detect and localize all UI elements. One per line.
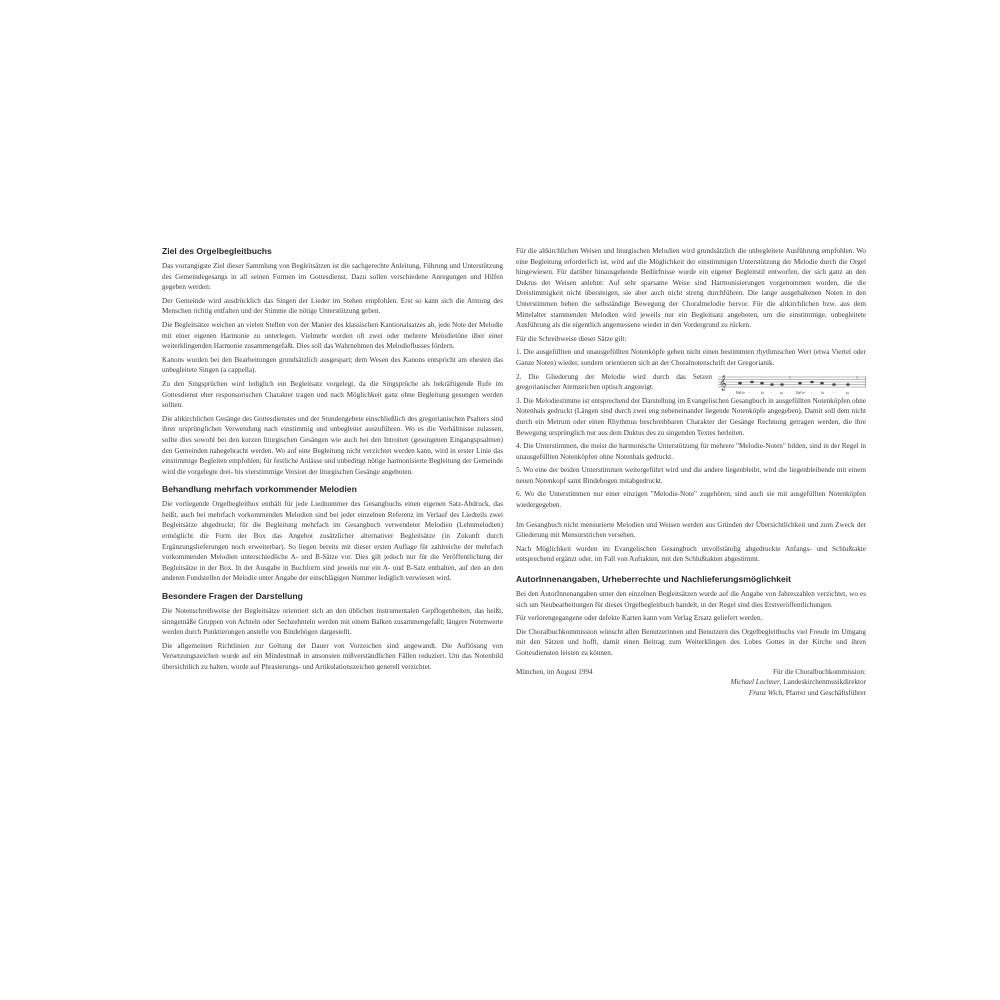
place-date: München, im August 1994 <box>516 667 593 676</box>
paragraph: Die altkirchlichen Gesänge des Gottesdienstes und der Stundengebete einschließlich des gregorianischen Psalters sind ihrer ursprünglichen Verwendung nach einstimmig und unbegleitet auszuführen. Wo es die Verhältnisse zulassen, sollte dies sowohl bei den kurzen liturgischen Gesängen wie auch bei den Introiten (gesungenen Eingangspsalmen) den Gemeinden nahegebracht werden. Wo auf eine Begleitung nicht verzichtet werden kann, wird in erster Linie das einstimmige Begleiten empfohlen; für festliche Anlässe und unbedingt nötige harmonisierte Begleitung der Gemeinde wird die vorgelegte drei- bis vierstimmige Version der liturgischen Gesänge angeboten. <box>162 414 503 476</box>
list-item: 4. Die Unterstimmen, die meist die harmonische Unterstützung für mehrere "Melodie-Noten" bilden, sind in der Regel in unausgefüllten Notenköpfen ohne Notenhals gedruckt. <box>516 442 866 461</box>
paragraph: Für verlorengegangene oder defekte Karten kann vom Verlag Ersatz geliefert werden. <box>516 614 763 623</box>
paragraph: Nach Möglichkeit wurden im Evangelischen Gesangbuch unvollständig abgedruckte Anfangs- und Schlußtakte entsprechend ergänzt oder, im Fall von Auftakten, mit den Schlußtakten abgestimmt. <box>516 544 866 564</box>
paragraph: Kanons wurden bei den Bearbeitungen grundsätzlich ausgespart; dem Wesen des Kanons entspricht am ehesten das unbegleitete Singen (a cappella). <box>162 355 503 375</box>
section-ziel <box>162 246 503 477</box>
paragraph: Im Gesangbuch nicht mensurierte Melodien und Weisen werden aus Gründen der Übersichtlichkeit und zum Zweck der Gliederung mit Mensurstrichen versehen. <box>516 520 866 540</box>
signatories <box>730 667 866 699</box>
paragraph: Die Choralbuchkommission wünscht allen Benutzerinnen und Benutzern des Orgelbegleitbuchs viel Freude im Umgang mit den Sätzen und hofft, damit einen Beitrag zum Weiterklingen des Lobes Gottes in der Kirche und ihren Gottesdiensten leisten zu können. <box>516 627 866 657</box>
right-column <box>516 246 866 698</box>
signature-block <box>516 667 866 699</box>
left-column <box>162 246 503 680</box>
signatory-2 <box>730 688 866 699</box>
paragraph: Für die Schreibweise dieser Sätze gilt: <box>516 334 627 343</box>
paragraph: Bei den AutorInnenangaben unter den einzelnen Begleitsätzen wurde auf die Angabe von Jahreszahlen verzichtet, wo es sich um Neubearbeitungen für dieses Orgelbegleitbuch handelt, in der Regel sind dies Erstveröffentlichungen. <box>516 590 866 609</box>
music-example-row <box>516 372 866 396</box>
signatory-name: Michael Lochner <box>730 678 780 687</box>
paragraph: Das vorrangigste Ziel dieser Sammlung von Begleitsätzen ist die sachgerechte Anleitung, Führung und Unterstützung des Gemeindegesangs in all seinen Formen im Gottesdienst. Dazu sollen verschiedene Anregungen und Hilfen gegeben werden: <box>162 262 503 292</box>
signatory-role: , Landeskirchenmusikdirektor <box>779 678 866 687</box>
lyric-syllable: - <box>833 390 835 395</box>
lyric-syllable: - <box>749 390 751 395</box>
lyric-syllable: lu <box>821 390 824 395</box>
paragraph: Die Begleitsätze weichen an vielen Stellen von der Manier des klassischen Kantionalsatzes ab, jede Note der Melodie mit einer eigenen Harmonie zu unterlegen. Vielmehr werden oft zwei oder mehrere Melodietöne über einer weiterklingenden Harmonie zusammengefaßt. Dies soll das Wahrnehmen des Melodieflusses fördern. <box>162 320 503 351</box>
paragraph: Zu den Singsprüchen wird lediglich ein Begleitsatz vorgelegt, da die Singsprüche als bekräftigende Rufe im Gottesdienst eher responsorischen Charakter tragen und nach Möglichkeit ganz ohne Begleitung gesungen werden sollten. <box>162 379 503 410</box>
list-item: 2. Die Gliederung der Melodie wird durch das Setzen gregorianischer Atemzeichen optisch angezeigt. <box>516 372 712 392</box>
lyric-syllable: - <box>771 390 773 395</box>
lyric-syllable: - <box>811 390 813 395</box>
list-item: 6. Wo die Unterstimmen nur einer einzigen "Melodie-Note" zugehören, sind auch sie mit ausgefüllten Notenköpfen wiedergegeben. <box>516 490 866 510</box>
signatory-name: Franz Wich <box>748 688 783 697</box>
paragraph: Für die altkirchlichen Weisen und liturgischen Melodien wird grundsätzlich die unbegleitete Ausführung empfohlen. Wo eine Begleitung erforderlich ist, wird auf die Möglichkeit der einstimmigen Unterstützung der Melodie durch die Orgel hingewiesen. Für darüber hinausgehende Bedürfnisse wurde ein eigener Begleitstil entworfen, der sich ganz an den Duktus der Weisen anlehnt: Auf sehr sparsame Weise sind Harmonisierungen vorgenommen worden, die die Dreistimmigkeit nicht übersteigen, sie aber auch nicht streng durchführen. Die lange ausgehaltenen Noten in den Unterstimmen heben die selbständige Bewegung der Choralmelodie hervor. Für die altkirchlichen bzw. aus dem Mittelalter stammenden Melodien wird jeweils nur ein Begleitsatz angeboten, um die einstimmige, unbegleitete Ausführung als die eigentlich angemessene wieder in den Vordergrund zu rücken. <box>516 247 866 330</box>
list-item: 3. Die Melodiestimme ist entsprechend der Darstellung im Evangelischen Gesangbuch in ausgefüllten Notenköpfen ohne Notenhals gedruckt (Längen sind durch zwei eng nebeneinander liegende Notenköpfe angegeben). Damit soll dem nicht durch ein Metrum oder einen Rhythmus beschreibbaren Charakter der Gesänge Rechnung getragen werden, die ihre Bewegung ursprünglich nur aus dem Duktus des zu singenden Textes herleiten. <box>516 396 866 437</box>
treble-clef-icon: 𝄞 <box>719 375 727 391</box>
section-heading: Ziel des Orgelbegleitbuchs <box>162 246 272 256</box>
list-item: 5. Wo eine der beiden Unterstimmen weitergeführt wird und die andere liegenbleibt, wird die liegenbleibende mit einem neuen Notenkopf samt Bindebogen mitabgedruckt. <box>516 466 866 485</box>
paragraph: Die Notenschreibweise der Begleitsätze orientiert sich an den üblichen instrumentalen Gepflogenheiten, das heißt, sinngemäße Gruppen von Achteln oder Sechzehnteln werden mit einem Balken zusammengefaßt; längere Notenwerte werden durch Punktierungen anstelle von Bindebögen dargestellt. <box>162 607 503 637</box>
section-mehrfach <box>162 484 503 584</box>
section-darstellung <box>162 591 503 673</box>
list-item: 1. Die ausgefüllten und unausgefüllten Notenköpfe geben nicht einen bestimmten rhythmischen Wert (etwa Viertel oder Ganze Noten) wieder, sondern orientieren sich an der Choralnotenschrift der Gregorianik. <box>516 348 866 367</box>
music-notation-example <box>718 374 866 396</box>
lyric-syllable: ja. <box>780 390 784 395</box>
commission-line: Für die Choralbuchkommission: <box>772 667 866 676</box>
lyric-syllable: Hal-le <box>796 390 805 395</box>
lyric-syllable: Hal-le <box>736 390 745 395</box>
signatory-1 <box>730 677 866 688</box>
paragraph: Die allgemeinen Richtlinien zur Geltung der Dauer von Vorzeichen sind angewandt. Die Auflösung von Versetzungszeichen wurde auf ein Mindestmaß in ansonsten mißverständlichen Fällen reduziert. Um das Notenbild übersichtlich zu halten, wurde auf Phrasierungs- und Artikulationszeichen generell verzichtet. <box>162 641 503 671</box>
lyric-syllable: ja. <box>846 390 850 395</box>
section-heading: Besondere Fragen der Darstellung <box>162 591 303 602</box>
paragraph: Der Gemeinde wird ausdrücklich das Singen der Lieder im Stehen empfohlen. Erst so kann sich die Atmung des Menschen richtig entfalten und der Stimme die nötige Unterstützung geben. <box>162 296 503 316</box>
section-heading: Behandlung mehrfach vorkommender Melodien <box>162 484 357 495</box>
signatory-role: , Pfarrer und Geschäftsführer <box>782 688 866 697</box>
paragraph: Die vorliegende Orgelbegleitbox enthält für jede Liednummer des Gesangbuchs einen eigenen Satz-Abdruck, das heißt, auch bei mehrfach vorkommenden Melodien sind bei jeder einzelnen Referenz im Verlauf des Liedteils zwei Begleitsätze abgedruckt; für die Begleitung mehrfach im Gesangbuch verwendeter Melodien (Lehnmelodien) ermöglicht die Form der Box das Angebot zusätzlicher alternativer Begleitsätze (in Zukunft durch Ergänzungslieferungen noch erweiterbar). So liegen bereits mit dieser ersten Auflage für zahlreiche der mehrfach vorkommenden Melodien unterschiedliche A- und B-Sätze vor. Dies gilt jedoch nur für die Veröffentlichung der Begleitsätze in der Box. In der Ausgabe in Buchform sind jeweils nur ein A- und B-Satz enthalten, auf den an den anderen Fundstellen der Melodie unter Angabe der einschlägigen Nummer lediglich verwiesen wird. <box>162 500 503 583</box>
lyric-syllable: lu <box>761 390 764 395</box>
section-heading: AutorInnenangaben, Urheberrechte und Nachlieferungsmöglichkeit <box>516 574 792 585</box>
